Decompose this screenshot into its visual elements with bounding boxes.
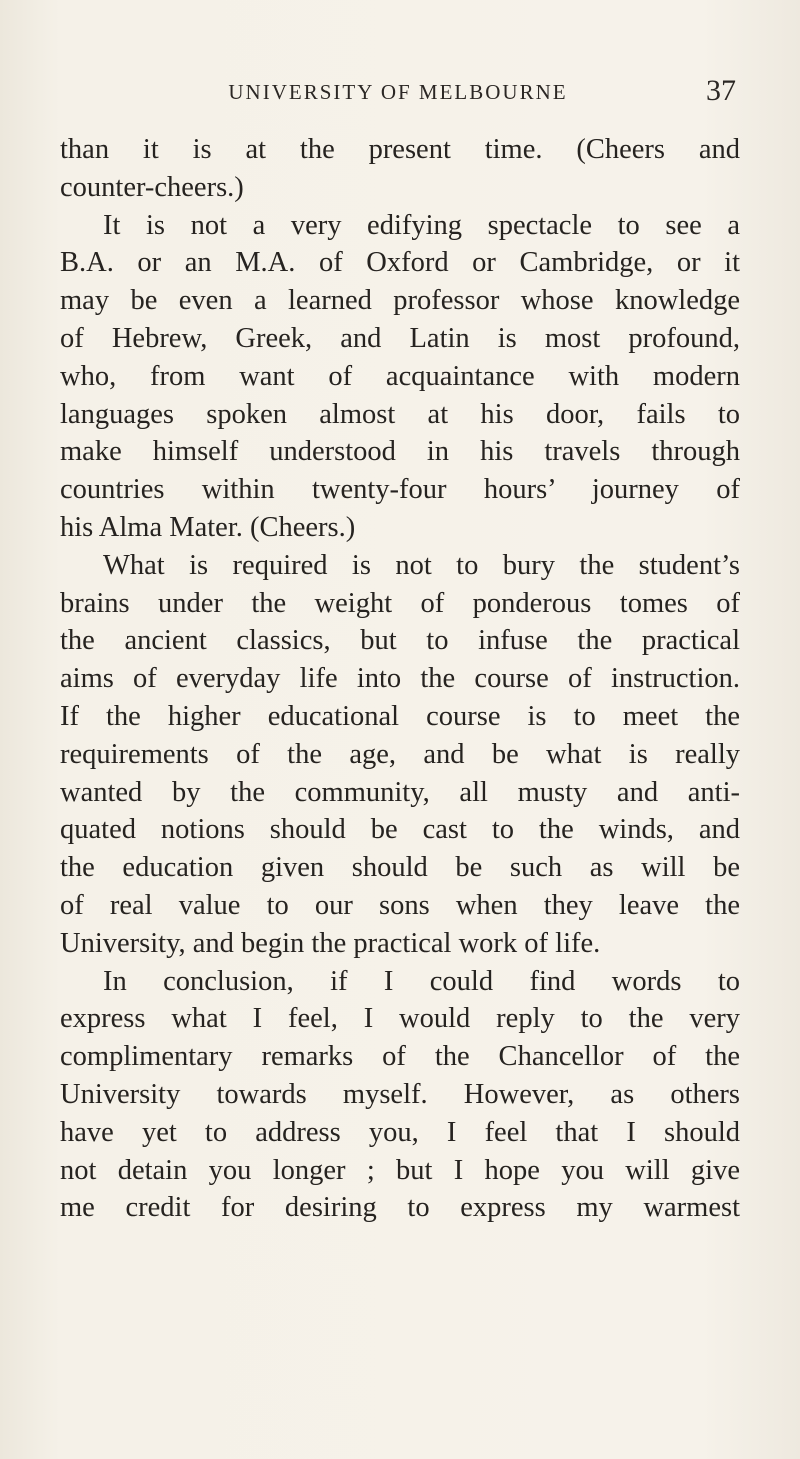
- body-text: [60, 131, 740, 1227]
- text-line: may be even a learned professor whose knowledge: [60, 285, 740, 317]
- text-line: express what I feel, I would reply to the very: [60, 1003, 740, 1035]
- text-line: wanted by the community, all musty and anti-: [60, 776, 740, 808]
- text-line: University towards myself. However, as others: [60, 1078, 740, 1110]
- text-line: If the higher educational course is to meet the: [60, 700, 740, 732]
- text-line: aims of everyday life into the course of instruction.: [60, 663, 740, 695]
- text-line: quated notions should be cast to the winds, and: [60, 814, 740, 846]
- text-line: countries within twenty-four hours’ journey of: [60, 474, 740, 506]
- text-line: University, and begin the practical work of life.: [60, 927, 601, 959]
- text-line: It is not a very edifying spectacle to see a: [103, 209, 740, 241]
- text-line: of Hebrew, Greek, and Latin is most profound,: [60, 322, 740, 354]
- text-line: In conclusion, if I could find words to: [103, 965, 740, 997]
- running-head: [60, 74, 736, 114]
- text-line: languages spoken almost at his door, fails to: [60, 398, 740, 430]
- text-line: the education given should be such as will be: [60, 852, 740, 884]
- text-line: complimentary remarks of the Chancellor of the: [60, 1041, 740, 1073]
- text-line: the ancient classics, but to infuse the practical: [60, 625, 740, 657]
- text-line: brains under the weight of ponderous tomes of: [60, 587, 740, 619]
- text-line: What is required is not to bury the student’s: [103, 549, 740, 581]
- text-line: not detain you longer ; but I hope you will give: [60, 1154, 740, 1186]
- text-line: who, from want of acquaintance with modern: [60, 360, 740, 392]
- text-line: have yet to address you, I feel that I should: [60, 1116, 740, 1148]
- text-line: his Alma Mater. (Cheers.): [60, 511, 356, 543]
- text-line: of real value to our sons when they leave the: [60, 889, 740, 921]
- text-line: B.A. or an M.A. of Oxford or Cambridge, or it: [60, 247, 740, 279]
- text-line: than it is at the present time. (Cheers and: [60, 134, 740, 165]
- text-line: counter-cheers.): [60, 171, 244, 203]
- running-title: UNIVERSITY OF MELBOURNE: [228, 80, 568, 104]
- page-number: 37: [706, 74, 736, 107]
- text-line: me credit for desiring to express my warmest: [60, 1192, 740, 1224]
- text-line: make himself understood in his travels through: [60, 436, 740, 468]
- text-line: requirements of the age, and be what is really: [60, 738, 740, 770]
